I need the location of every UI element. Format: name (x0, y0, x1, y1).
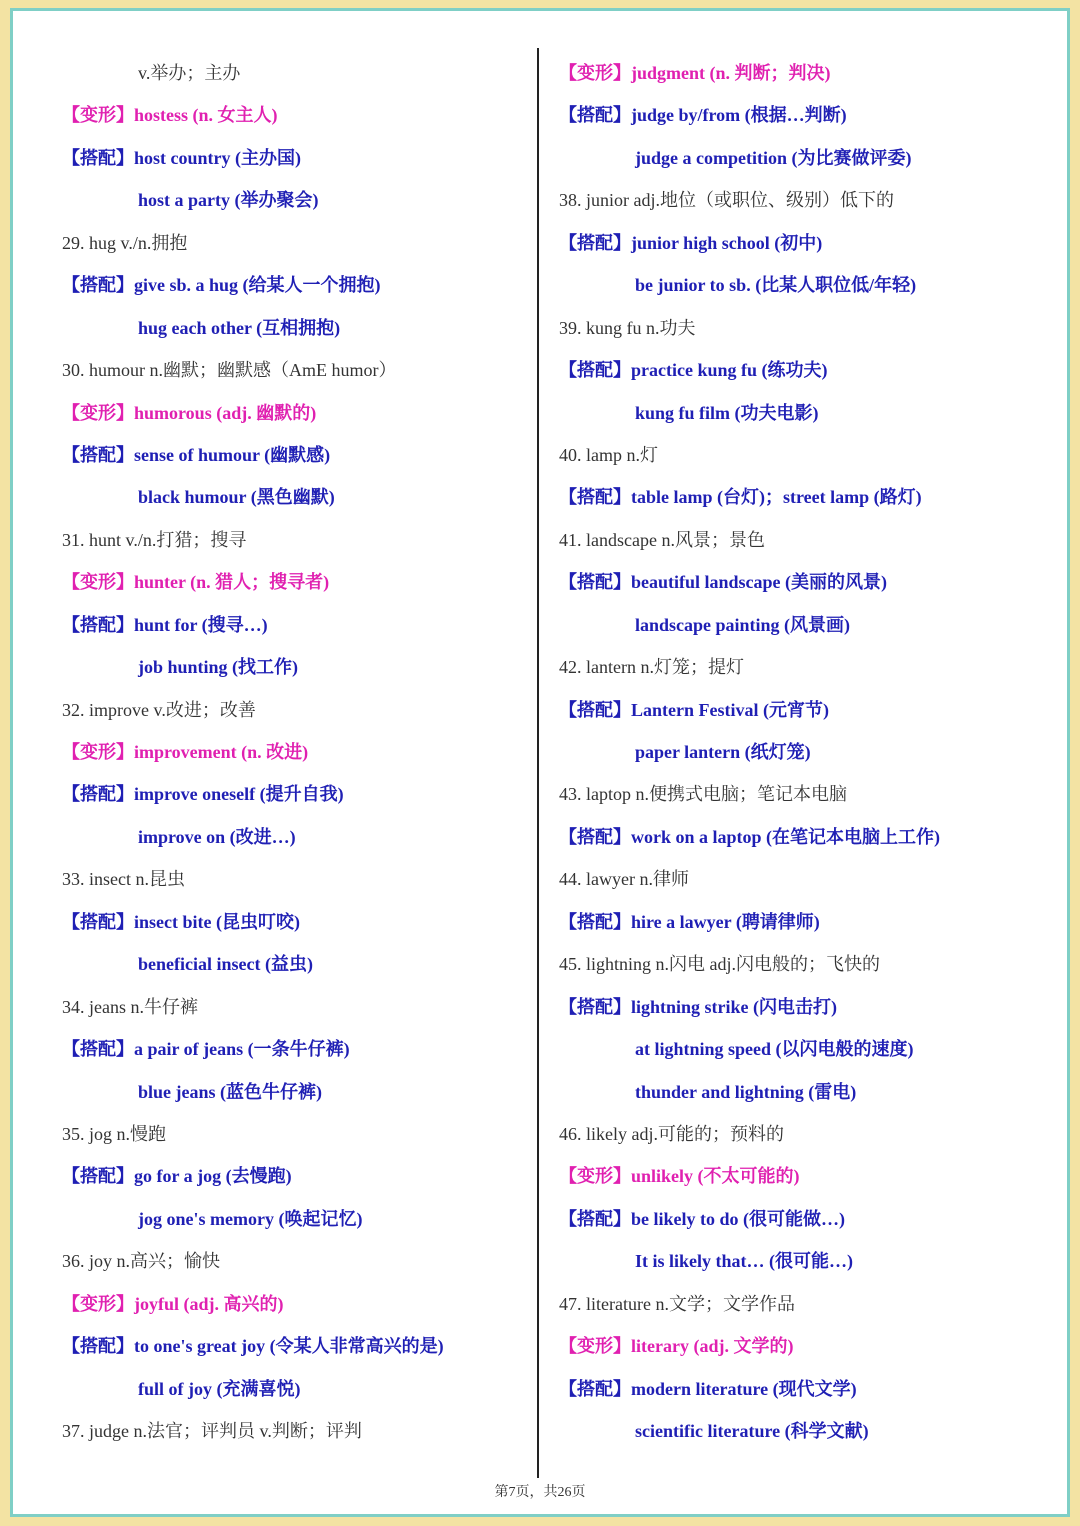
collocation-line (62, 816, 532, 858)
collocation-line (559, 1240, 1059, 1282)
variant-line (62, 392, 532, 434)
phrase-text: beneficial insect (益虫) (138, 954, 313, 975)
variant-tag: 【变形】 (559, 63, 631, 83)
right-column (559, 52, 1059, 1452)
collocation-line (559, 561, 1059, 603)
phrase-text: unlikely (不太可能的) (631, 1166, 800, 1187)
phrase-text: judge a competition (为比赛做评委) (635, 147, 912, 168)
phrase-text: paper lantern (纸灯笼) (635, 742, 811, 762)
collocation-line (62, 773, 532, 815)
phrase-text: hunt for (搜寻…) (134, 614, 268, 635)
phrase-text: work on a laptop (在笔记本电脑上工作) (631, 826, 941, 847)
collocation-line (62, 604, 532, 646)
collocation-line (559, 1071, 1059, 1113)
headword-text: 36. joy n.高兴；愉快 (62, 1251, 221, 1272)
phrase-text: hunter (n. 猎人；搜寻者) (134, 572, 330, 593)
collocation-tag: 【搭配】 (559, 911, 631, 932)
variant-line (62, 731, 532, 773)
variant-tag: 【变形】 (62, 1293, 134, 1314)
entry-line (559, 307, 1059, 349)
entry-line (62, 519, 532, 561)
variant-line (62, 94, 532, 136)
collocation-line (62, 1155, 532, 1197)
collocation-line (559, 816, 1059, 858)
phrase-text: kung fu film (功夫电影) (635, 402, 819, 423)
phrase-text: practice kung fu (练功夫) (631, 360, 828, 381)
headword-text: 31. hunt v./n.打猎；搜寻 (62, 529, 247, 550)
headword-text: 40. lamp n.灯 (559, 444, 658, 465)
phrase-text: to one's great joy (令某人非常高兴的是) (134, 1336, 444, 1357)
variant-line (559, 1325, 1059, 1367)
phrase-text: at lightning speed (以闪电般的速度) (635, 1039, 914, 1060)
headword-text: 29. hug v./n.拥抱 (62, 232, 188, 253)
phrase-text: improve on (改进…) (138, 826, 296, 847)
collocation-tag: 【搭配】 (559, 699, 631, 720)
entry-line (62, 986, 532, 1028)
headword-text: 35. jog n.慢跑 (62, 1123, 167, 1144)
collocation-line (559, 1368, 1059, 1410)
phrase-text: job hunting (找工作) (138, 657, 299, 678)
collocation-tag: 【搭配】 (559, 996, 631, 1017)
entry-line (559, 646, 1059, 688)
collocation-line (62, 1368, 532, 1410)
phrase-text: be likely to do (很可能做…) (631, 1208, 845, 1229)
phrase-text: literary (adj. 文学的) (631, 1336, 794, 1357)
collocation-line (559, 604, 1059, 646)
collocation-line (62, 434, 532, 476)
headword-text: 47. literature n.文学；文学作品 (559, 1293, 795, 1314)
entry-line (559, 179, 1059, 221)
phrase-text: hug each other (互相拥抱) (138, 317, 341, 338)
collocation-line (559, 689, 1059, 731)
collocation-tag: 【搭配】 (559, 360, 631, 381)
headword-text: 33. insect n.昆虫 (62, 869, 185, 890)
phrase-text: judgment (n. 判断；判决) (631, 63, 831, 83)
collocation-line (62, 1028, 532, 1070)
phrase-text: humorous (adj. 幽默的) (134, 402, 317, 423)
entry-line (62, 1113, 532, 1155)
collocation-line (559, 222, 1059, 264)
collocation-line (559, 392, 1059, 434)
variant-tag: 【变形】 (559, 1166, 631, 1187)
entry-line (559, 434, 1059, 476)
collocation-tag: 【搭配】 (62, 784, 134, 805)
phrase-text: improve oneself (提升自我) (134, 784, 344, 805)
collocation-tag: 【搭配】 (62, 444, 134, 465)
variant-line (62, 561, 532, 603)
phrase-text: beautiful landscape (美丽的风景) (631, 572, 888, 593)
phrase-text: Lantern Festival (元宵节) (631, 699, 829, 720)
collocation-tag: 【搭配】 (62, 147, 134, 168)
headword-text: 41. landscape n.风景；景色 (559, 529, 765, 550)
entry-line (62, 1410, 532, 1452)
collocation-line (62, 1071, 532, 1113)
collocation-line (559, 1028, 1059, 1070)
collocation-line (62, 179, 532, 221)
collocation-line (62, 1325, 532, 1367)
phrase-text: landscape painting (风景画) (635, 614, 851, 635)
headword-text: 46. likely adj.可能的；预料的 (559, 1123, 784, 1144)
phrase-text: a pair of jeans (一条牛仔裤) (134, 1039, 350, 1060)
collocation-tag: 【搭配】 (62, 1166, 134, 1187)
entry-line (62, 52, 532, 94)
entry-line (62, 222, 532, 264)
entry-line (559, 858, 1059, 900)
collocation-line (559, 731, 1059, 773)
phrase-text: jog one's memory (唤起记忆) (138, 1208, 363, 1229)
headword-text: 42. lantern n.灯笼；提灯 (559, 657, 744, 678)
collocation-line (62, 943, 532, 985)
headword-text: v.举办；主办 (138, 63, 241, 83)
collocation-line (62, 307, 532, 349)
phrase-text: joyful (adj. 高兴的) (134, 1293, 284, 1314)
collocation-tag: 【搭配】 (62, 275, 134, 296)
collocation-tag: 【搭配】 (62, 1039, 134, 1060)
phrase-text: improvement (n. 改进) (134, 742, 309, 762)
collocation-line (62, 476, 532, 518)
collocation-line (559, 137, 1059, 179)
headword-text: 34. jeans n.牛仔裤 (62, 996, 198, 1017)
collocation-line (62, 901, 532, 943)
entry-line (559, 1283, 1059, 1325)
variant-line (62, 1283, 532, 1325)
headword-text: 44. lawyer n.律师 (559, 869, 689, 890)
collocation-tag: 【搭配】 (559, 232, 631, 253)
page-number-footer: 第7页，共26页 (494, 1485, 586, 1500)
phrase-text: full of joy (充满喜悦) (138, 1378, 301, 1399)
phrase-text: black humour (黑色幽默) (138, 487, 335, 508)
phrase-text: table lamp (台灯)；street lamp (路灯) (631, 487, 922, 508)
variant-tag: 【变形】 (62, 105, 134, 126)
collocation-tag: 【搭配】 (559, 487, 631, 508)
collocation-line (559, 1410, 1059, 1452)
phrase-text: host a party (举办聚会) (138, 190, 319, 211)
phrase-text: It is likely that… (很可能…) (635, 1251, 853, 1272)
collocation-line (62, 1198, 532, 1240)
headword-text: 32. improve v.改进；改善 (62, 699, 256, 720)
left-column (62, 52, 532, 1452)
phrase-text: hire a lawyer (聘请律师) (631, 911, 820, 932)
headword-text: 30. humour n.幽默；幽默感（AmE humor） (62, 360, 397, 381)
phrase-text: junior high school (初中) (631, 232, 823, 253)
phrase-text: give sb. a hug (给某人一个拥抱) (134, 275, 381, 296)
phrase-text: sense of humour (幽默感) (134, 444, 331, 465)
collocation-line (559, 1198, 1059, 1240)
collocation-line (559, 94, 1059, 136)
phrase-text: go for a jog (去慢跑) (134, 1166, 292, 1187)
headword-text: 38. junior adj.地位（或职位、级别）低下的 (559, 190, 894, 211)
collocation-line (62, 137, 532, 179)
collocation-tag: 【搭配】 (559, 572, 631, 593)
entry-line (62, 1240, 532, 1282)
collocation-line (559, 986, 1059, 1028)
collocation-line (62, 646, 532, 688)
collocation-line (559, 476, 1059, 518)
collocation-tag: 【搭配】 (559, 105, 631, 126)
headword-text: 43. laptop n.便携式电脑；笔记本电脑 (559, 784, 847, 805)
entry-line (559, 519, 1059, 561)
variant-line (559, 52, 1059, 94)
collocation-tag: 【搭配】 (62, 911, 134, 932)
collocation-line (559, 349, 1059, 391)
phrase-text: hostess (n. 女主人) (134, 105, 278, 126)
entry-line (62, 689, 532, 731)
variant-tag: 【变形】 (559, 1336, 631, 1357)
collocation-line (559, 901, 1059, 943)
headword-text: 37. judge n.法官；评判员 v.判断；评判 (62, 1421, 362, 1441)
collocation-line (559, 264, 1059, 306)
phrase-text: thunder and lightning (雷电) (635, 1081, 857, 1102)
column-divider (537, 48, 539, 1478)
phrase-text: insect bite (昆虫叮咬) (134, 911, 300, 932)
entry-line (62, 858, 532, 900)
phrase-text: host country (主办国) (134, 147, 301, 168)
phrase-text: be junior to sb. (比某人职位低/年轻) (635, 275, 917, 296)
variant-tag: 【变形】 (62, 742, 134, 762)
collocation-tag: 【搭配】 (62, 614, 134, 635)
phrase-text: modern literature (现代文学) (631, 1378, 857, 1399)
collocation-tag: 【搭配】 (559, 1208, 631, 1229)
entry-line (559, 943, 1059, 985)
variant-tag: 【变形】 (62, 572, 134, 593)
phrase-text: scientific literature (科学文献) (635, 1421, 869, 1441)
headword-text: 39. kung fu n.功夫 (559, 317, 696, 338)
variant-tag: 【变形】 (62, 402, 134, 423)
collocation-line (62, 264, 532, 306)
phrase-text: blue jeans (蓝色牛仔裤) (138, 1081, 322, 1102)
phrase-text: lightning strike (闪电击打) (631, 996, 838, 1017)
variant-line (559, 1155, 1059, 1197)
collocation-tag: 【搭配】 (62, 1336, 134, 1357)
phrase-text: judge by/from (根据…判断) (631, 105, 847, 126)
entry-line (559, 773, 1059, 815)
collocation-tag: 【搭配】 (559, 826, 631, 847)
headword-text: 45. lightning n.闪电 adj.闪电般的；飞快的 (559, 954, 880, 975)
entry-line (62, 349, 532, 391)
entry-line (559, 1113, 1059, 1155)
collocation-tag: 【搭配】 (559, 1378, 631, 1399)
